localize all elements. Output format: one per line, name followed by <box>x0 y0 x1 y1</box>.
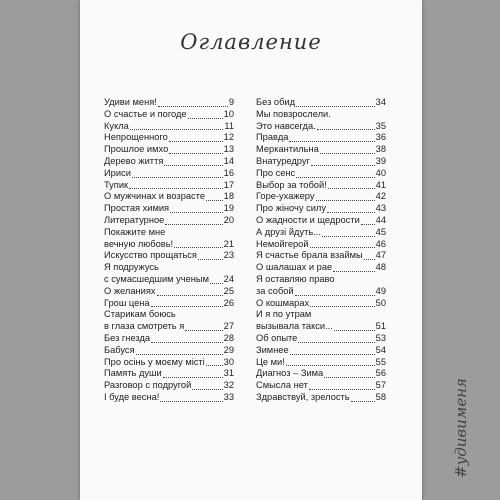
toc-entry-page: 17 <box>223 179 234 190</box>
toc-entry-page: 50 <box>375 297 386 308</box>
toc-entry <box>104 180 234 192</box>
toc-entry-title: О кошмарах <box>256 297 310 308</box>
dot-leader <box>130 129 224 130</box>
toc-entry-title: О мужчинах и возрасте <box>104 191 206 202</box>
toc-entry-page: 14 <box>223 155 234 166</box>
toc-entry <box>256 156 386 168</box>
toc-entry <box>104 168 234 180</box>
toc-entry <box>256 392 386 404</box>
toc-entry <box>256 298 386 310</box>
toc-entry-title: Грош цена <box>104 297 150 308</box>
toc-entry-title: Ириси <box>104 167 131 178</box>
toc-entry-title: Тупик <box>104 179 129 190</box>
toc-entry-title: Це ми! <box>256 356 285 367</box>
toc-entry <box>256 168 386 180</box>
dot-leader <box>286 365 375 366</box>
toc-entry-title: Литературное <box>104 214 165 225</box>
toc-entry <box>256 144 386 156</box>
toc-entry-page: 49 <box>375 285 386 296</box>
toc-entry-page: 48 <box>375 262 386 273</box>
toc-entry-title: Это навсегда. <box>256 120 316 131</box>
dot-leader <box>310 247 375 248</box>
dot-leader <box>210 283 223 284</box>
toc-entry <box>256 380 386 392</box>
toc-entry <box>256 109 386 133</box>
toc-entry <box>256 250 386 262</box>
toc-entry <box>256 215 386 227</box>
dot-leader <box>364 259 375 260</box>
toc-entry <box>256 180 386 192</box>
toc-entry-page: 32 <box>223 380 234 391</box>
toc-entry-title: Горе-ухажеру <box>256 191 315 202</box>
dot-leader <box>129 188 223 189</box>
toc-entry-title: Про сенс <box>256 167 296 178</box>
toc-entry-page: 16 <box>223 167 234 178</box>
toc-entry <box>256 345 386 357</box>
toc-entry <box>104 97 234 109</box>
toc-entry <box>104 262 234 286</box>
toc-entry <box>104 309 234 333</box>
toc-entry-page: 24 <box>223 273 234 284</box>
dot-leader <box>296 177 374 178</box>
toc-entry-page: 41 <box>375 179 386 190</box>
toc-entry-title-line1: И я по утрам <box>256 309 312 320</box>
book-page <box>80 0 470 500</box>
toc-entry-page: 44 <box>375 214 386 225</box>
dot-leader <box>351 401 375 402</box>
dot-leader <box>169 141 223 142</box>
dot-leader <box>290 354 375 355</box>
dot-leader <box>327 212 375 213</box>
toc-entry-page: 21 <box>223 238 234 249</box>
toc-entry-page: 42 <box>375 191 386 202</box>
dot-leader <box>198 259 223 260</box>
dot-leader <box>328 188 375 189</box>
toc-entry-title-line1: Покажите мне <box>104 226 166 237</box>
dot-leader <box>320 153 375 154</box>
toc-entry <box>104 144 234 156</box>
toc-entry-title: Смысла нет <box>256 380 308 391</box>
toc-entry-title-line1: Я оставляю право <box>256 273 335 284</box>
dot-leader <box>163 377 223 378</box>
toc-entry <box>104 380 234 392</box>
side-hashtag <box>448 368 472 488</box>
toc-entry-title-line1: Старикам боюсь <box>104 309 176 320</box>
toc-entry-page: 20 <box>223 214 234 225</box>
toc-entry-page: 27 <box>223 321 234 332</box>
toc-entry-title-line1: Мы повзрослели. <box>256 108 331 119</box>
toc-entry-title: Зимнее <box>256 344 289 355</box>
toc-entry-page: 46 <box>375 238 386 249</box>
toc-entry-title: Непрощенного <box>104 132 168 143</box>
toc-entry-page: 40 <box>375 167 386 178</box>
toc-entry-title: О счастье и погоде <box>104 108 187 119</box>
toc-entry-title: Удиви меня! <box>104 97 157 107</box>
dot-leader <box>160 401 222 402</box>
dot-leader <box>151 342 223 343</box>
toc-entry <box>104 132 234 144</box>
dot-leader <box>317 129 375 130</box>
toc-entry-title: Диагноз – Зима <box>256 368 324 379</box>
toc-entry-title: О жадности и щедрости <box>256 214 360 225</box>
toc-entry-title: Про жіночу силу <box>256 203 326 214</box>
toc-entry-title: Разговор с подругой <box>104 380 192 391</box>
toc-entry <box>104 121 234 133</box>
toc-entry-title: Внатуредруг <box>256 155 310 166</box>
toc-entry <box>256 309 386 333</box>
dot-leader <box>185 330 222 331</box>
toc-entry-page: 26 <box>223 297 234 308</box>
toc-entry-title: О шалашах и рае <box>256 262 333 273</box>
dot-leader <box>170 212 223 213</box>
dot-leader <box>157 295 223 296</box>
toc-entry <box>104 298 234 310</box>
dot-leader <box>206 200 223 201</box>
toc-entry <box>256 239 386 251</box>
toc-entry-title: Здравствуй, зрелость <box>256 391 350 402</box>
toc-entry-page: 35 <box>375 120 386 131</box>
toc-entry-page: 11 <box>224 120 234 131</box>
toc-entry-title: Прошлое имхо <box>104 144 169 155</box>
dot-leader <box>310 306 374 307</box>
toc-entry-title: Память души <box>104 368 162 379</box>
dot-leader <box>164 165 222 166</box>
toc-entry <box>256 262 386 274</box>
dot-leader <box>334 330 375 331</box>
toc-entry <box>104 203 234 215</box>
toc-entry-title: Об опыте <box>256 332 298 343</box>
toc-entry-title: Правда <box>256 132 289 143</box>
toc-entry-page: 43 <box>375 203 386 214</box>
dot-leader <box>206 365 223 366</box>
dot-leader <box>174 247 223 248</box>
dot-leader <box>316 200 375 201</box>
toc-entry-page: 47 <box>375 250 386 261</box>
toc-entry-page: 39 <box>375 155 386 166</box>
dot-leader <box>361 224 375 225</box>
toc-entry-title: Кукла <box>104 120 129 131</box>
dot-leader <box>192 389 222 390</box>
toc-entry-page: 12 <box>223 132 234 143</box>
toc-entry-title: Выбор за тобой! <box>256 179 327 190</box>
toc-entry-title: І буде весна! <box>104 391 160 402</box>
toc-entry <box>256 227 386 239</box>
toc-entry <box>104 357 234 369</box>
toc-column-left <box>104 97 234 404</box>
toc-entry-page: 36 <box>375 132 386 143</box>
toc-entry-page: 55 <box>375 356 386 367</box>
toc-entry-title-line1: Я подружусь <box>104 262 159 273</box>
dot-leader <box>298 342 374 343</box>
dot-leader <box>165 224 222 225</box>
toc-entry-page: 19 <box>223 203 234 214</box>
toc-entry <box>256 203 386 215</box>
toc-entry-page: 9 <box>228 97 234 107</box>
toc-entry <box>256 132 386 144</box>
toc-entry-title: А друзі йдуть... <box>256 226 321 237</box>
dot-leader <box>296 106 375 107</box>
toc-entry-page: 25 <box>223 285 234 296</box>
toc-entry-page: 13 <box>223 144 234 155</box>
toc-entry-title: Бабуся <box>104 344 135 355</box>
toc-entry <box>256 274 386 298</box>
dot-leader <box>158 106 228 107</box>
toc-entry-page: 58 <box>375 391 386 402</box>
dot-leader <box>311 165 375 166</box>
toc-entry-page: 33 <box>223 391 234 402</box>
toc-entry-title: Я счастье брала взаймы <box>256 250 363 261</box>
dot-leader <box>169 153 222 154</box>
toc-entry-title: Искусство прощаться <box>104 250 197 261</box>
toc-entry <box>256 191 386 203</box>
toc-entry <box>104 156 234 168</box>
toc-entry-title: Без гнезда <box>104 332 151 343</box>
toc-entry-title: с сумасшедшим ученым <box>104 273 209 284</box>
toc-entry-page: 34 <box>375 97 386 107</box>
toc-entry-title: Простая химия <box>104 203 170 214</box>
dot-leader <box>333 271 374 272</box>
toc-entry-page: 10 <box>223 108 234 119</box>
side-hashtag-text: #удивименя <box>452 378 470 478</box>
toc-entry-page: 54 <box>375 344 386 355</box>
toc-entry <box>104 333 234 345</box>
toc-entry <box>256 368 386 380</box>
toc-entry <box>104 227 234 251</box>
dot-leader <box>132 177 223 178</box>
toc-entry-page: 29 <box>223 344 234 355</box>
toc-entry-page: 18 <box>223 191 234 202</box>
toc-entry-title: вызывала такси... <box>256 321 333 332</box>
toc-entry-title: в глаза смотреть я <box>104 321 185 332</box>
dot-leader <box>324 377 374 378</box>
toc-entry <box>104 345 234 357</box>
toc-entry <box>104 215 234 227</box>
toc-entry-page: 56 <box>375 368 386 379</box>
toc-entry <box>104 250 234 262</box>
toc-entry-page: 45 <box>375 226 386 237</box>
toc-entry-page: 51 <box>375 321 386 332</box>
toc-column-right <box>256 97 386 404</box>
toc-entry-title: Немойгерой <box>256 238 309 249</box>
toc-entry <box>104 368 234 380</box>
toc-entry-title: вечную любовь! <box>104 238 174 249</box>
toc-entry-title: за собой <box>256 285 294 296</box>
dot-leader <box>322 236 375 237</box>
dot-leader <box>289 141 374 142</box>
toc-entry <box>256 97 386 109</box>
toc-entry-page: 53 <box>375 332 386 343</box>
toc-entry-page: 23 <box>223 250 234 261</box>
dot-leader <box>136 354 223 355</box>
toc-entry-title: Дерево життя <box>104 155 164 166</box>
toc-entry-page: 31 <box>223 368 234 379</box>
toc-entry <box>104 392 234 404</box>
toc-entry-page: 57 <box>375 380 386 391</box>
toc-entry <box>104 191 234 203</box>
toc-entry <box>256 357 386 369</box>
dot-leader <box>151 306 223 307</box>
page-title: Оглавление <box>180 30 322 54</box>
dot-leader <box>188 118 223 119</box>
toc-entry <box>104 109 234 121</box>
toc-entry-title: Без обид <box>256 97 296 107</box>
toc-entry-page: 28 <box>223 332 234 343</box>
toc-entry-page: 30 <box>223 356 234 367</box>
toc-entry <box>256 333 386 345</box>
dot-leader <box>295 295 375 296</box>
toc-entry-title: Меркантильна <box>256 144 319 155</box>
toc-entry-title: Про осінь у моєму місті <box>104 356 205 367</box>
toc-entry-page: 38 <box>375 144 386 155</box>
toc-entry-title: О желаниях <box>104 285 156 296</box>
toc-entry <box>104 286 234 298</box>
dot-leader <box>309 389 375 390</box>
